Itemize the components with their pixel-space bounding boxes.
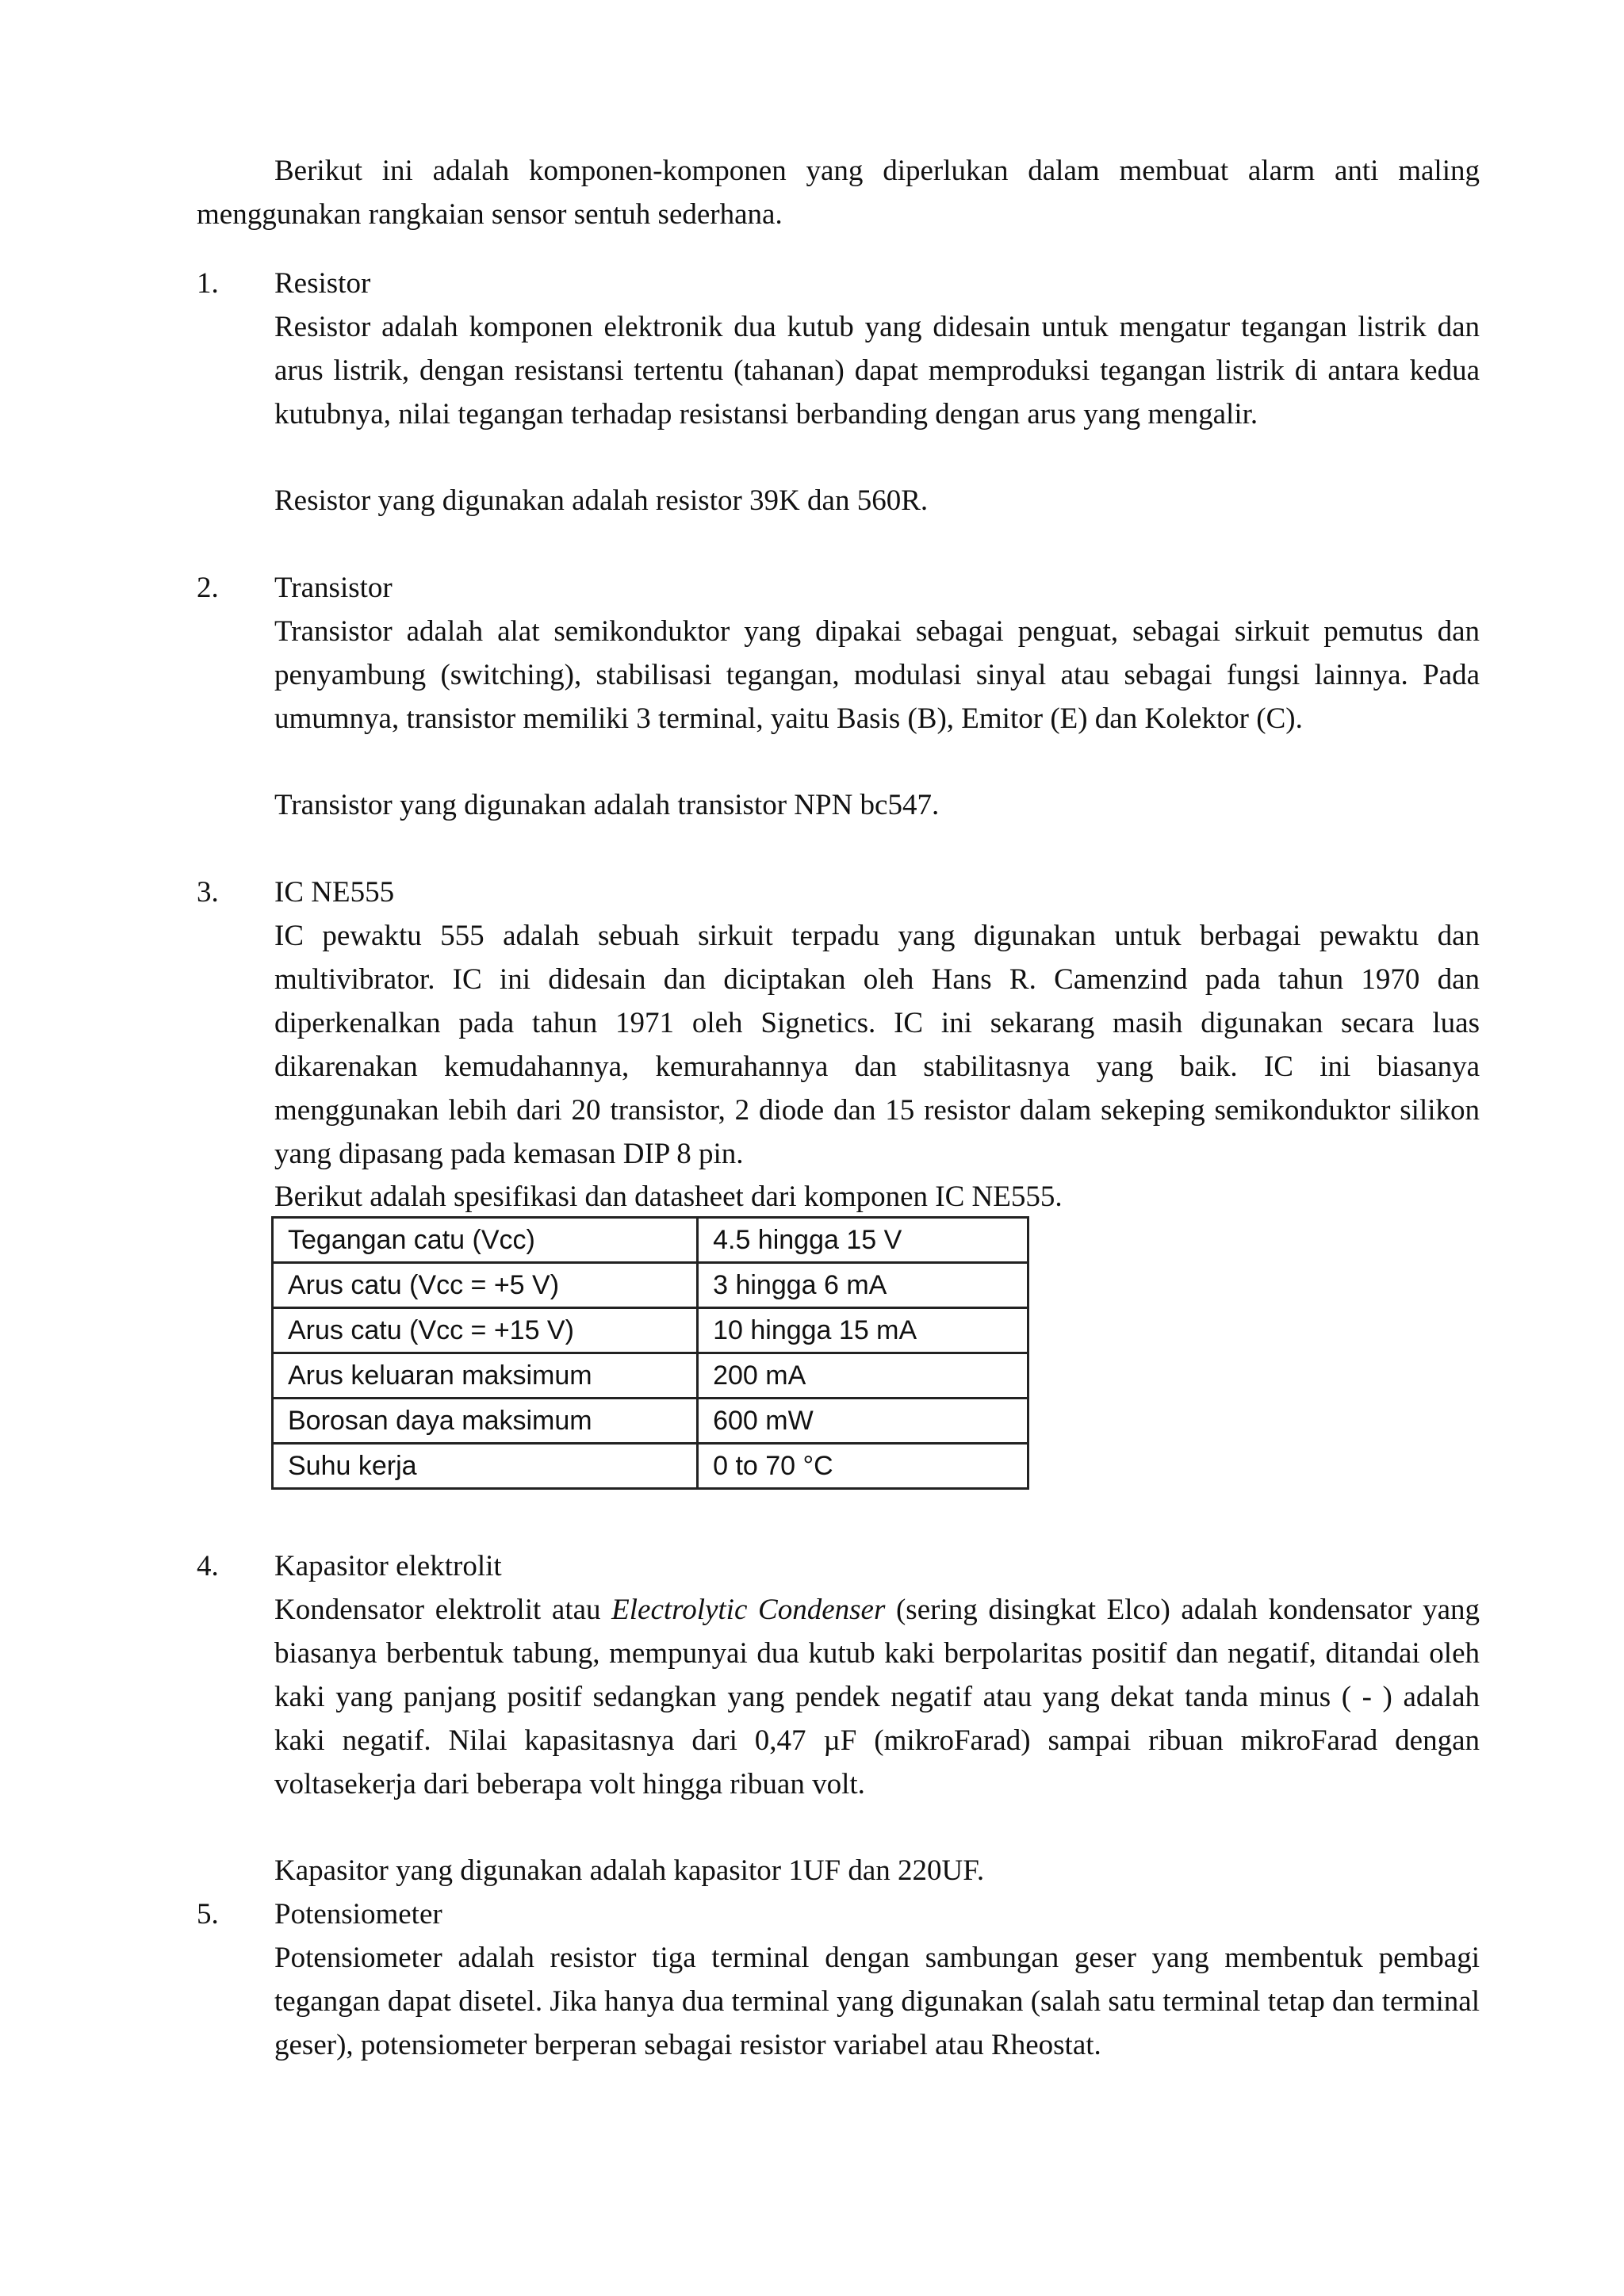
item-description: Potensiometer adalah resistor tiga terminal dengan sambungan geser yang membentuk pembagi tegangan dapat disetel. Jika hanya dua terminal yang digunakan (salah satu terminal tetap dan terminal geser), potensiometer berperan sebagai resistor variabel atau Rheostat.: [274, 1942, 1480, 2061]
item-title: Resistor: [274, 267, 371, 300]
spec-value: 3 hingga 6 mA: [698, 1263, 1028, 1308]
item-number: 4.: [197, 1550, 219, 1582]
desc-italic-term: Electrolytic Condenser: [611, 1594, 886, 1626]
spec-table: [271, 1216, 1029, 1490]
spec-parameter: Arus catu (Vcc = +5 V): [273, 1263, 698, 1308]
item-number: 5.: [197, 1898, 219, 1931]
spec-row: [273, 1399, 1028, 1444]
desc-text: (sering disingkat Elco) adalah kondensator yang biasanya berbentuk tabung, mempunyai dua kutub kaki berpolaritas positif dan negatif, ditandai oleh kaki yang panjang positif sedangkan yang pendek negatif atau yang dekat tanda minus ( - ) adalah kaki negatif. Nilai kapasitasnya dari 0,47 µF (mikroFarad) sampai ribuan mikroFarad dengan voltasekerja dari beberapa volt hingga ribuan volt.: [274, 1594, 1480, 1800]
spec-row: [273, 1308, 1028, 1353]
spec-parameter: Arus catu (Vcc = +15 V): [273, 1308, 698, 1353]
spec-parameter: Borosan daya maksimum: [273, 1399, 698, 1444]
spec-value: 4.5 hingga 15 V: [698, 1218, 1028, 1263]
item-number: 2.: [197, 572, 219, 604]
spec-value: 600 mW: [698, 1399, 1028, 1444]
spec-row: [273, 1444, 1028, 1489]
intro-paragraph: Berikut ini adalah komponen-komponen yang diperlukan dalam membuat alarm anti maling menggunakan rangkaian sensor sentuh sederhana.: [197, 155, 1480, 231]
item-description: Transistor adalah alat semikonduktor yang dipakai sebagai penguat, sebagai sirkuit pemutus dan penyambung (switching), stabilisasi tegangan, modulasi sinyal atau sebagai fungsi lainnya. Pada umumnya, transistor memiliki 3 terminal, yaitu Basis (B), Emitor (E) dan Kolektor (C).: [274, 615, 1480, 735]
spec-parameter: Arus keluaran maksimum: [273, 1353, 698, 1399]
spec-parameter: Suhu kerja: [273, 1444, 698, 1489]
item-number: 3.: [197, 876, 219, 909]
spec-row: [273, 1263, 1028, 1308]
spec-parameter: Tegangan catu (Vcc): [273, 1218, 698, 1263]
spec-value: 200 mA: [698, 1353, 1028, 1399]
spec-value: 0 to 70 °C: [698, 1444, 1028, 1489]
item-description: [274, 1588, 1480, 1806]
spec-row: [273, 1218, 1028, 1263]
item-description: Resistor adalah komponen elektronik dua kutub yang didesain untuk mengatur tegangan listrik dan arus listrik, dengan resistansi tertentu (tahanan) dapat memproduksi tegangan listrik di antara kedua kutubnya, nilai tegangan terhadap resistansi berbanding dengan arus yang mengalir.: [274, 311, 1480, 430]
item-note: Transistor yang digunakan adalah transistor NPN bc547.: [274, 789, 940, 821]
desc-text: Kondensator elektrolit atau: [274, 1594, 612, 1626]
item-title: IC NE555: [274, 876, 395, 909]
item-title: Potensiometer: [274, 1898, 442, 1931]
item-description: IC pewaktu 555 adalah sebuah sirkuit terpadu yang digunakan untuk berbagai pewaktu dan multivibrator. IC ini didesain dan diciptakan oleh Hans R. Camenzind pada tahun 1970 dan diperkenalkan pada tahun 1971 oleh Signetics. IC ini sekarang masih digunakan secara luas dikarenakan kemudahannya, kemurahannya dan stabilitasnya yang baik. IC ini biasanya menggunakan lebih dari 20 transistor, 2 diode dan 15 resistor dalam sekeping semikonduktor silikon yang dipasang pada kemasan DIP 8 pin.: [274, 920, 1480, 1170]
spec-row: [273, 1353, 1028, 1399]
item-title: Transistor: [274, 572, 393, 604]
item-number: 1.: [197, 267, 219, 300]
item-title: Kapasitor elektrolit: [274, 1550, 502, 1582]
item-note: Resistor yang digunakan adalah resistor 39K dan 560R.: [274, 484, 929, 517]
item-note: Berikut adalah spesifikasi dan datasheet dari komponen IC NE555.: [274, 1181, 1063, 1213]
item-note: Kapasitor yang digunakan adalah kapasitor 1UF dan 220UF.: [274, 1854, 985, 1887]
spec-value: 10 hingga 15 mA: [698, 1308, 1028, 1353]
